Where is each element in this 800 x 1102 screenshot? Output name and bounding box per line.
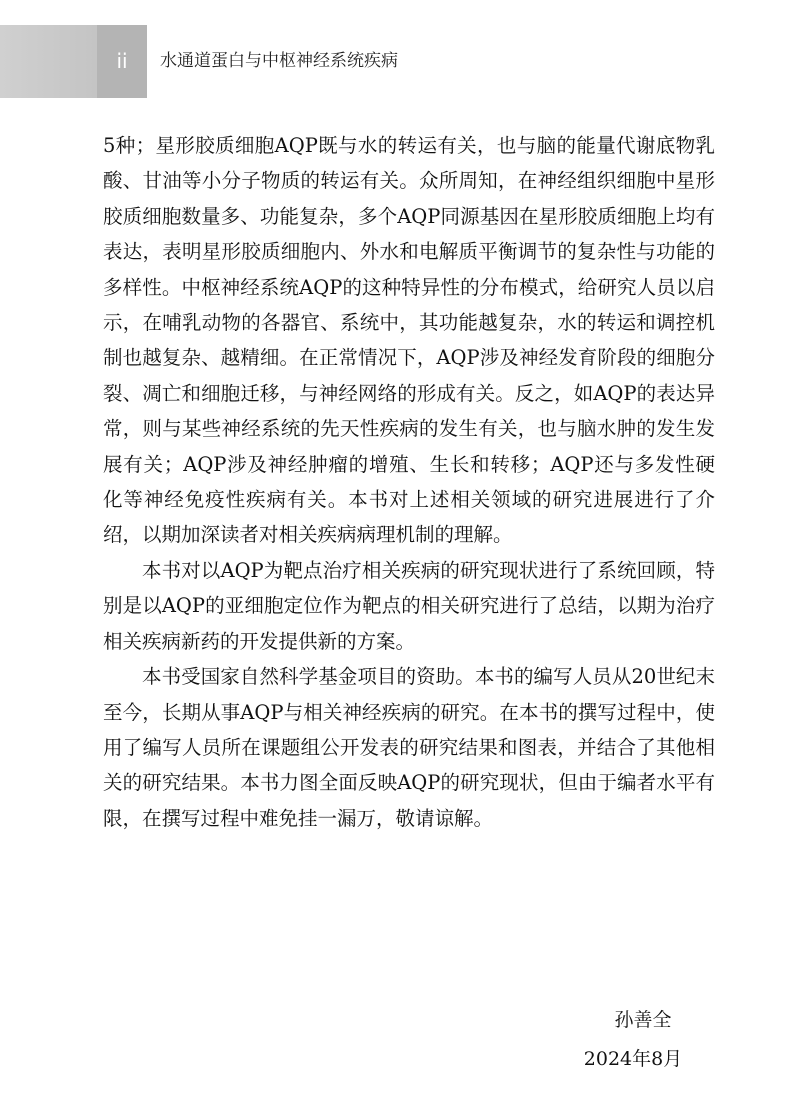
preface-body [103,128,715,836]
page-number: ii [116,49,128,73]
header-grey-band [0,25,97,98]
paragraph-continued: 5种；星形胶质细胞AQP既与水的转运有关，也与脑的能量代谢底物乳酸、甘油等小分子物质的转运有关。众所周知，在神经组织细胞中星形胶质细胞数量多、功能复杂，多个AQP同源基因在星形胶质细胞上均有表达，表明星形胶质细胞内、外水和电解质平衡调节的复杂性与功能的多样性。中枢神经系统AQP的这种特异性的分布模式，给研究人员以启示，在哺乳动物的各器官、系统中，其功能越复杂，水的转运和调控机制也越复杂、越精细。在正常情况下，AQP涉及神经发育阶段的细胞分裂、凋亡和细胞迁移，与神经网络的形成有关。反之，如AQP的表达异常，则与某些神经系统的先天性疾病的发生有关，也与脑水肿的发生发展有关；AQP涉及神经肿瘤的增殖、生长和转移；AQP还与多发性硬化等神经免疫性疾病有关。本书对上述相关领域的研究进展进行了介绍，以期加深读者对相关疾病病理机制的理解。 [103,134,715,547]
signature-block [568,1002,698,1077]
paragraph-targets: 本书对以AQP为靶点治疗相关疾病的研究现状进行了系统回顾，特别是以AQP的亚细胞定位作为靶点的相关研究进行了总结，以期为治疗相关疾病新药的开发提供新的方案。 [103,558,715,653]
signature-date: 2024年8月 [583,1048,683,1070]
author-name: 孙善全 [614,1009,672,1031]
running-header [0,0,800,98]
book-title: 水通道蛋白与中枢神经系统疾病 [160,51,398,71]
paragraph-acknowledgement: 本书受国家自然科学基金项目的资助。本书的编写人员从20世纪末至今，长期从事AQP与相关神经疾病的研究。在本书的撰写过程中，使用了编写人员所在课题组公开发表的研究结果和图表，并结合了其他相关的研究结果。本书力图全面反映AQP的研究现状，但由于编者水平有限，在撰写过程中难免挂一漏万，敬请谅解。 [103,665,715,830]
